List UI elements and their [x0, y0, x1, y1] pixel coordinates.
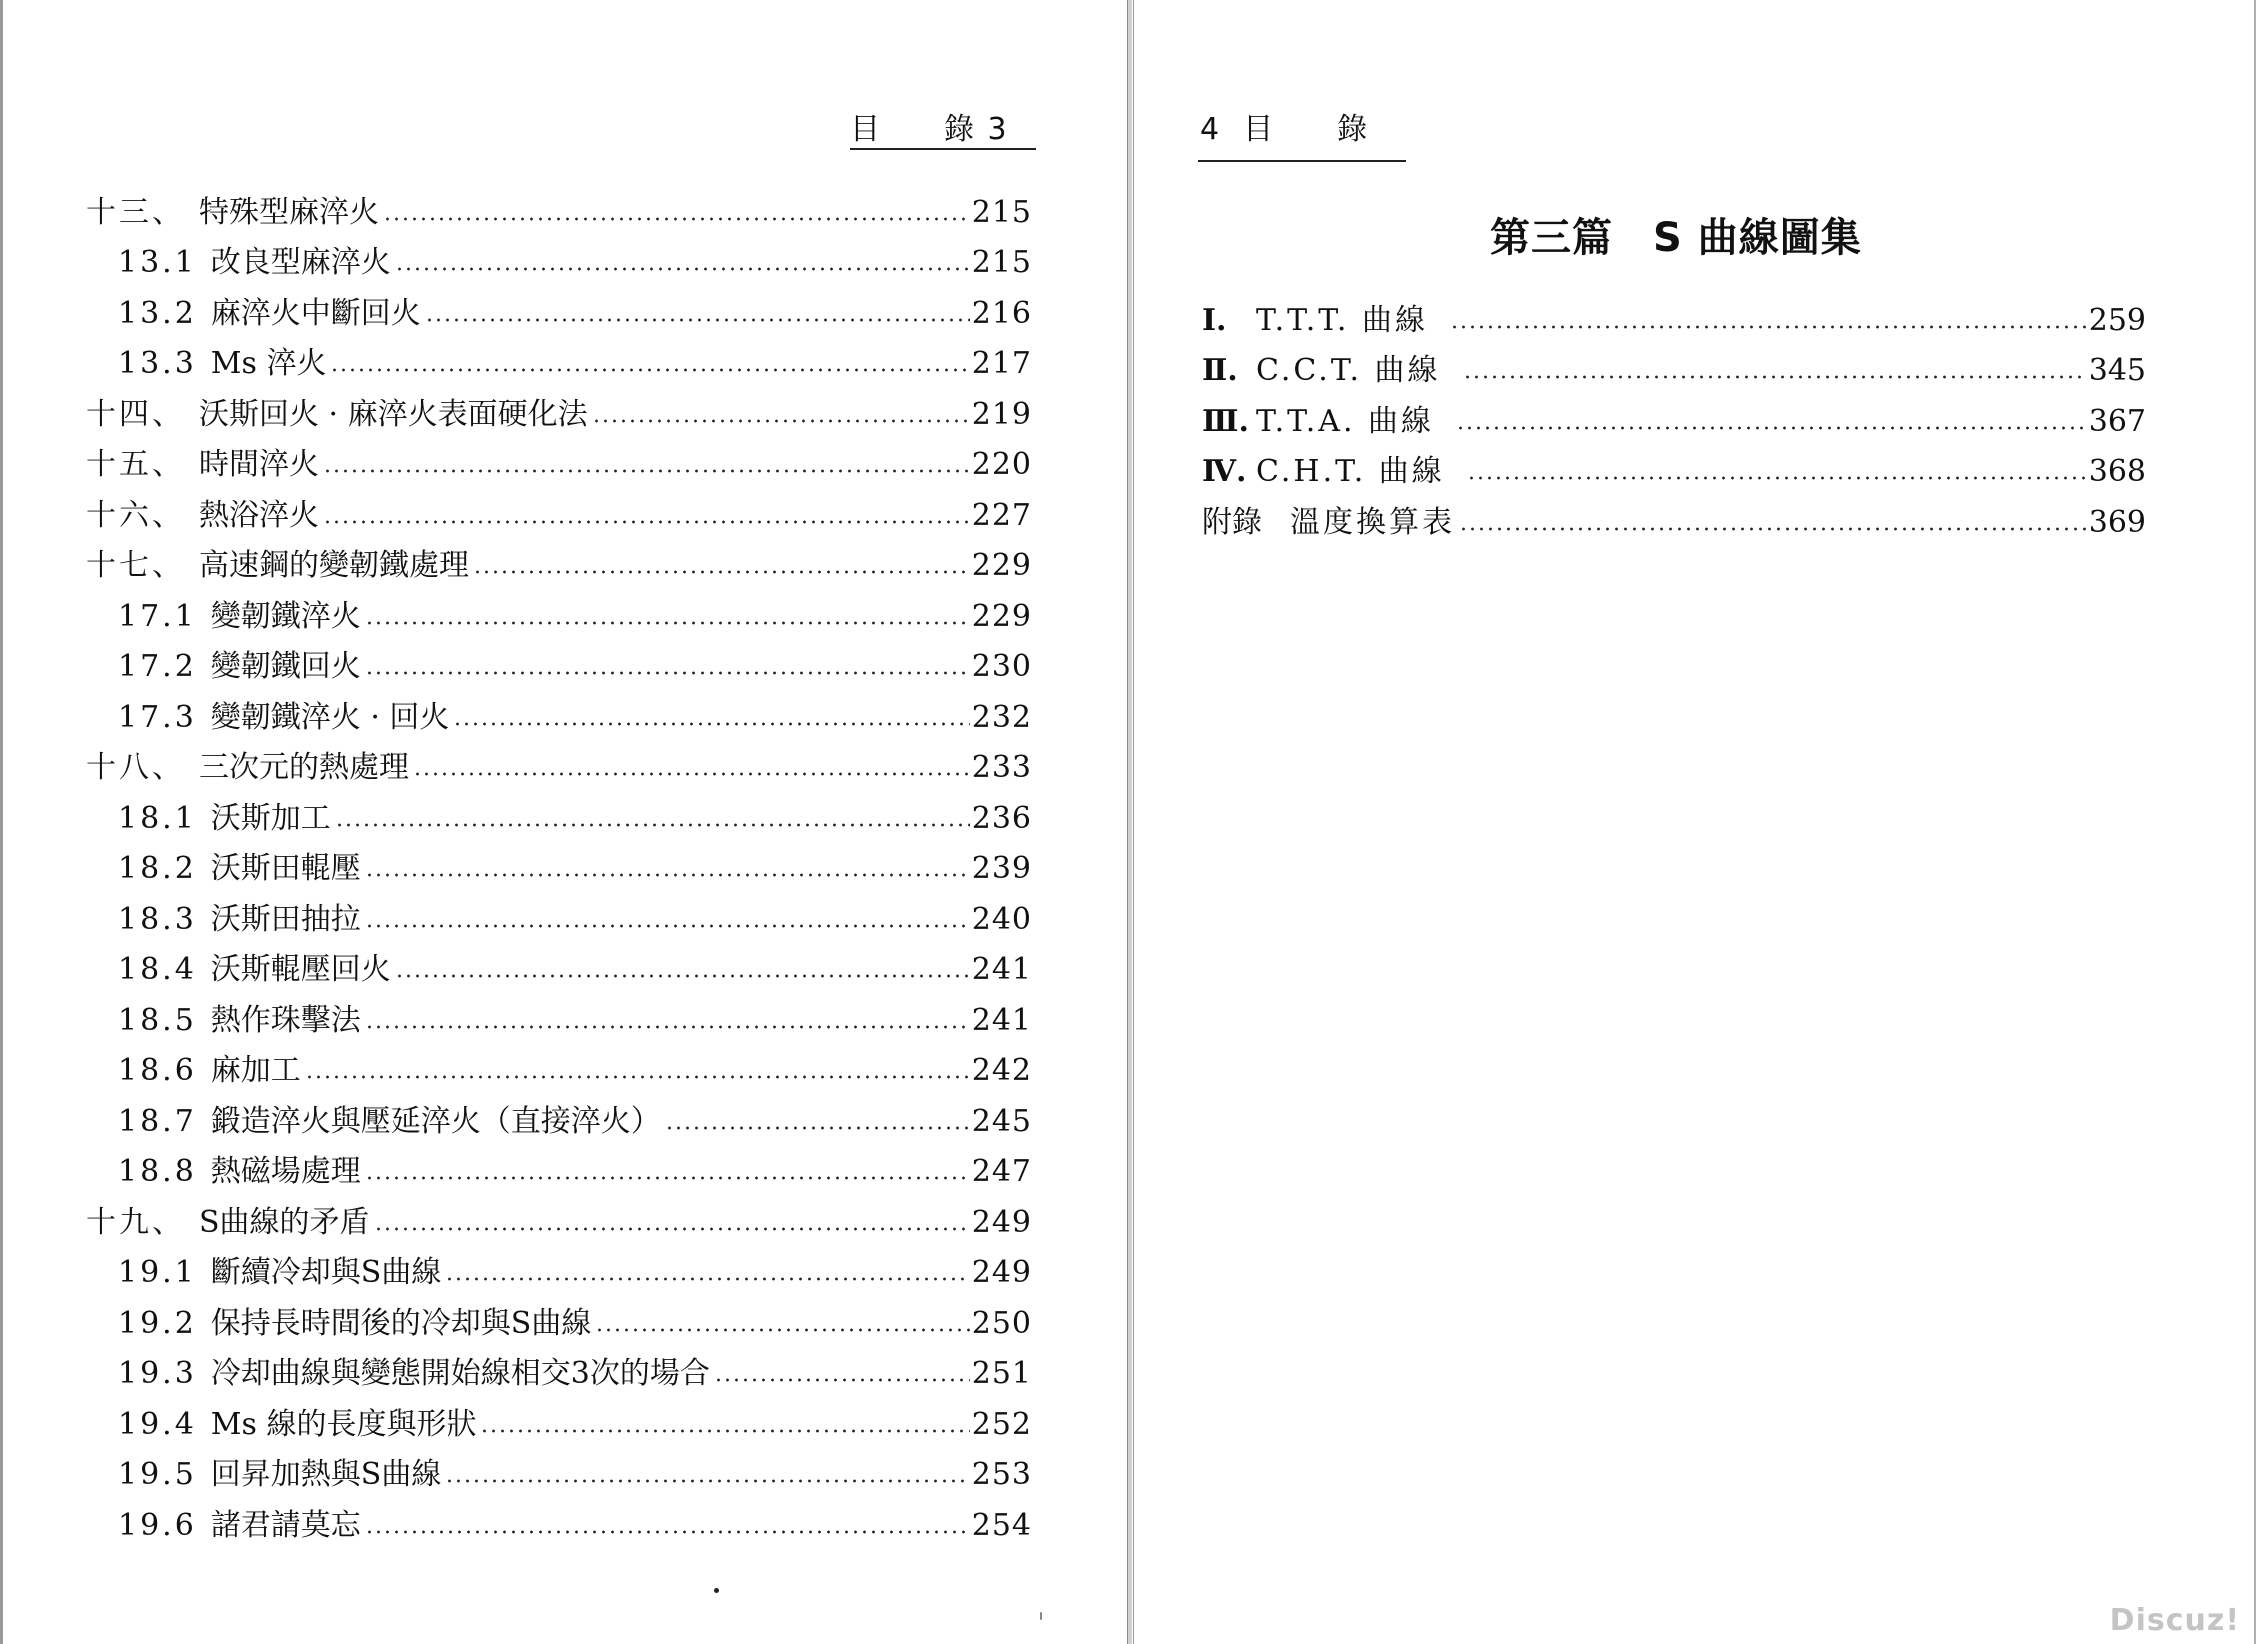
toc-leader-dots [595, 1326, 969, 1334]
toc-leader-dots [305, 1073, 970, 1081]
spine-line-right [1133, 0, 1134, 1644]
toc-leader-dots [1459, 525, 2087, 533]
toc-entry [86, 786, 1032, 837]
toc-entry [1202, 440, 2146, 491]
toc-leader-dots [480, 1427, 969, 1435]
toc-entry-number: 19.2 [118, 1305, 197, 1341]
toc-entry-number: 18.2 [118, 851, 197, 886]
toc-leader-dots [374, 1225, 970, 1233]
toc-entry [86, 231, 1032, 282]
toc-entry [86, 1039, 1032, 1090]
toc-entry-number: 18.5 [118, 1002, 197, 1038]
toc-entry-number: 13.1 [118, 245, 197, 280]
toc-entry-page: 229 [971, 548, 1032, 583]
toc-entry [86, 685, 1032, 736]
toc-leader-dots [365, 619, 970, 627]
part-name: S 曲線圖集 [1653, 215, 1862, 261]
toc-entry-title: 沃斯田輥壓 [210, 851, 361, 886]
toc-entry-page: 215 [971, 194, 1032, 230]
toc-entry-title: 沃斯輥壓回火 [210, 952, 391, 987]
toc-entry-page: 217 [971, 346, 1032, 381]
toc-entry-title: T.T.A. 曲線 [1256, 403, 1435, 439]
watermark: Discuz! [2109, 1603, 2240, 1638]
toc-entry-page: 368 [2088, 454, 2146, 489]
toc-entry [86, 1089, 1032, 1140]
toc-entry-number: 18.6 [118, 1053, 197, 1088]
running-head-word2: 錄 [1337, 112, 1370, 147]
toc-leader-dots [1467, 474, 2087, 482]
toc-leader-dots [365, 1023, 970, 1031]
toc-entry-number: 十八、 [86, 750, 185, 785]
toc-entry-title: Ms 淬火 [210, 346, 327, 381]
toc-entry-number: 13.3 [118, 346, 197, 381]
toc-entry-number: 18.7 [118, 1103, 197, 1139]
toc-entry [86, 382, 1032, 433]
toc-entry-title: 熱磁場處理 [210, 1154, 361, 1189]
right-toc-list [1202, 288, 2146, 541]
toc-entry-title: 回昇加熱與S曲線 [210, 1457, 442, 1492]
toc-leader-dots [445, 1477, 969, 1485]
toc-leader-dots [425, 316, 970, 324]
toc-entry-page: 250 [971, 1305, 1032, 1341]
toc-entry-page: 252 [971, 1406, 1032, 1442]
toc-entry-roman: Ⅲ. [1202, 403, 1249, 439]
toc-leader-dots [365, 922, 970, 930]
toc-entry [86, 736, 1032, 787]
toc-leader-dots [395, 265, 970, 273]
toc-leader-dots [383, 215, 970, 223]
toc-entry-page: 249 [971, 1204, 1032, 1240]
toc-entry-page: 251 [971, 1356, 1032, 1391]
toc-entry-page: 259 [2088, 302, 2146, 338]
dust-speck [1040, 1612, 1042, 1620]
toc-entry-page: 241 [971, 1002, 1032, 1038]
toc-entry-title: T.T.T. 曲線 [1256, 302, 1428, 338]
running-head-word1: 目 [850, 112, 882, 147]
toc-leader-dots [323, 467, 970, 475]
toc-entry-title: 沃斯回火 · 麻淬火表面硬化法 [199, 396, 588, 432]
toc-leader-dots [365, 1528, 970, 1536]
toc-entry-number: 17.2 [118, 649, 197, 684]
toc-entry-number: 十九、 [86, 1204, 185, 1240]
right-running-head [1200, 104, 1369, 148]
toc-entry-roman: Ⅳ. [1202, 454, 1247, 489]
appendix-title: 溫度換算表 [1290, 504, 1455, 540]
toc-entry [86, 1291, 1032, 1342]
toc-leader-dots [445, 1275, 969, 1283]
running-head-word2: 錄 [944, 112, 976, 147]
toc-entry [86, 1443, 1032, 1494]
toc-entry-title: S曲線的矛盾 [199, 1204, 370, 1240]
toc-entry-number: 19.1 [118, 1255, 197, 1290]
toc-entry-page: 236 [971, 800, 1032, 836]
toc-entry-page: 232 [971, 699, 1032, 735]
toc-entry-title: 變韌鐵淬火 [210, 598, 361, 634]
toc-entry-page: 247 [971, 1154, 1032, 1189]
toc-appendix-entry [1202, 490, 2146, 541]
appendix-label: 附錄 [1202, 504, 1262, 540]
toc-entry-title: 沃斯加工 [210, 800, 331, 836]
toc-entry [86, 281, 1032, 332]
toc-leader-dots [395, 972, 970, 980]
toc-entry-title: 變韌鐵回火 [210, 649, 361, 684]
toc-entry-number: 19.6 [118, 1507, 197, 1543]
toc-leader-dots [473, 568, 970, 576]
toc-entry [86, 887, 1032, 938]
toc-leader-dots [665, 1124, 970, 1132]
toc-entry-title: 麻淬火中斷回火 [210, 295, 421, 331]
toc-entry-title: 保持長時間後的冷却與S曲線 [210, 1305, 592, 1341]
toc-entry-number: 十七、 [86, 548, 185, 583]
toc-entry-number: 13.2 [118, 295, 197, 331]
toc-entry-title: 改良型麻淬火 [210, 245, 391, 280]
toc-entry-title: C.H.T. 曲線 [1256, 454, 1445, 489]
toc-entry [1202, 288, 2146, 339]
toc-entry [86, 332, 1032, 383]
toc-entry-page: 220 [971, 447, 1032, 482]
toc-entry-number: 十五、 [86, 447, 185, 482]
toc-entry-page: 239 [971, 851, 1032, 886]
toc-entry [1202, 339, 2146, 390]
toc-entry [86, 938, 1032, 989]
toc-entry-page: 233 [971, 750, 1032, 785]
toc-entry [86, 988, 1032, 1039]
toc-entry [86, 1342, 1032, 1393]
toc-entry-title: 時間淬火 [199, 447, 319, 482]
toc-entry-page: 240 [971, 901, 1032, 937]
toc-entry [86, 1241, 1032, 1292]
spine-line-left [1127, 0, 1128, 1644]
toc-leader-dots [330, 366, 969, 374]
toc-entry-number: 18.1 [118, 800, 197, 836]
toc-entry-page: 253 [971, 1457, 1032, 1492]
toc-entry [86, 1140, 1032, 1191]
toc-entry [86, 837, 1032, 888]
left-running-head [850, 104, 1009, 148]
toc-leader-dots [413, 770, 970, 778]
toc-entry [86, 584, 1032, 635]
toc-entry-title: 諸君請莫忘 [210, 1507, 361, 1543]
dust-speck [714, 1588, 719, 1593]
toc-entry-title: 熱浴淬火 [199, 497, 319, 533]
toc-entry-title: 斷續冷却與S曲線 [210, 1255, 442, 1290]
toc-entry-title: 特殊型麻淬火 [199, 194, 379, 230]
right-running-head-rule [1198, 160, 1406, 162]
book-spine [1128, 0, 1132, 1644]
toc-entry-title: C.C.T. 曲線 [1256, 353, 1441, 388]
toc-leader-dots [1463, 373, 2087, 381]
toc-entry [86, 180, 1032, 231]
toc-leader-dots [592, 417, 970, 425]
toc-leader-dots [365, 669, 970, 677]
toc-entry-title: 熱作珠擊法 [210, 1002, 361, 1038]
toc-entry [86, 635, 1032, 686]
toc-entry-page: 241 [971, 952, 1032, 987]
toc-entry-page: 245 [971, 1103, 1032, 1139]
toc-leader-dots [365, 1174, 970, 1182]
toc-entry [86, 433, 1032, 484]
toc-entry-number: 19.3 [118, 1356, 197, 1391]
part-number: 第三篇 [1490, 215, 1613, 261]
toc-entry [1202, 389, 2146, 440]
part-title [1490, 206, 1862, 263]
toc-leader-dots [323, 518, 970, 526]
toc-entry-page: 254 [971, 1507, 1032, 1543]
toc-entry-number: 十六、 [86, 497, 185, 533]
toc-leader-dots [453, 720, 969, 728]
toc-entry-title: 高速鋼的變韌鐵處理 [199, 548, 469, 583]
toc-entry-number: 17.3 [118, 699, 197, 735]
toc-entry-page: 242 [971, 1053, 1032, 1088]
toc-entry-page: 227 [971, 497, 1032, 533]
toc-entry [86, 483, 1032, 534]
toc-entry-number: 18.4 [118, 952, 197, 987]
toc-entry-page: 216 [971, 295, 1032, 331]
appendix-page: 369 [2088, 504, 2146, 540]
toc-entry-number: 19.4 [118, 1406, 197, 1442]
left-page-number: 3 [987, 112, 1009, 147]
toc-leader-dots [714, 1376, 970, 1384]
toc-entry [86, 1392, 1032, 1443]
toc-entry-title: Ms 線的長度與形狀 [210, 1406, 477, 1442]
toc-entry-number: 18.3 [118, 901, 197, 937]
toc-leader-dots [1456, 424, 2087, 432]
toc-entry-title: 三次元的熱處理 [199, 750, 409, 785]
toc-entry-page: 249 [971, 1255, 1032, 1290]
toc-entry-page: 215 [971, 245, 1032, 280]
toc-entry-page: 345 [2088, 353, 2146, 388]
toc-entry [86, 1493, 1032, 1544]
toc-leader-dots [335, 821, 970, 829]
toc-entry-roman: Ⅱ. [1202, 353, 1238, 388]
toc-entry-number: 18.8 [118, 1154, 197, 1189]
toc-entry-title: 鍛造淬火與壓延淬火（直接淬火） [210, 1103, 661, 1139]
page-edge-left [0, 0, 3, 1644]
left-running-head-rule [850, 148, 1036, 150]
toc-entry-page: 367 [2088, 403, 2146, 439]
toc-entry-number: 17.1 [118, 598, 197, 634]
running-head-word1: 目 [1243, 112, 1276, 147]
left-toc-list [86, 180, 1032, 1544]
toc-entry-title: 沃斯田抽拉 [210, 901, 361, 937]
toc-entry-number: 19.5 [118, 1457, 197, 1492]
toc-leader-dots [1450, 323, 2087, 331]
toc-entry-page: 219 [971, 396, 1032, 432]
toc-entry-page: 229 [971, 598, 1032, 634]
toc-entry-roman: Ⅰ. [1202, 302, 1227, 338]
toc-entry [86, 534, 1032, 585]
toc-entry-number: 十四、 [86, 396, 185, 432]
toc-entry-title: 麻加工 [210, 1053, 301, 1088]
toc-entry [86, 1190, 1032, 1241]
toc-entry-title: 冷却曲線與變態開始線相交3次的場合 [210, 1356, 710, 1391]
toc-entry-number: 十三、 [86, 194, 185, 230]
toc-entry-title: 變韌鐵淬火 · 回火 [210, 699, 450, 735]
right-page-number: 4 [1200, 112, 1222, 147]
toc-entry-page: 230 [971, 649, 1032, 684]
toc-leader-dots [365, 871, 970, 879]
